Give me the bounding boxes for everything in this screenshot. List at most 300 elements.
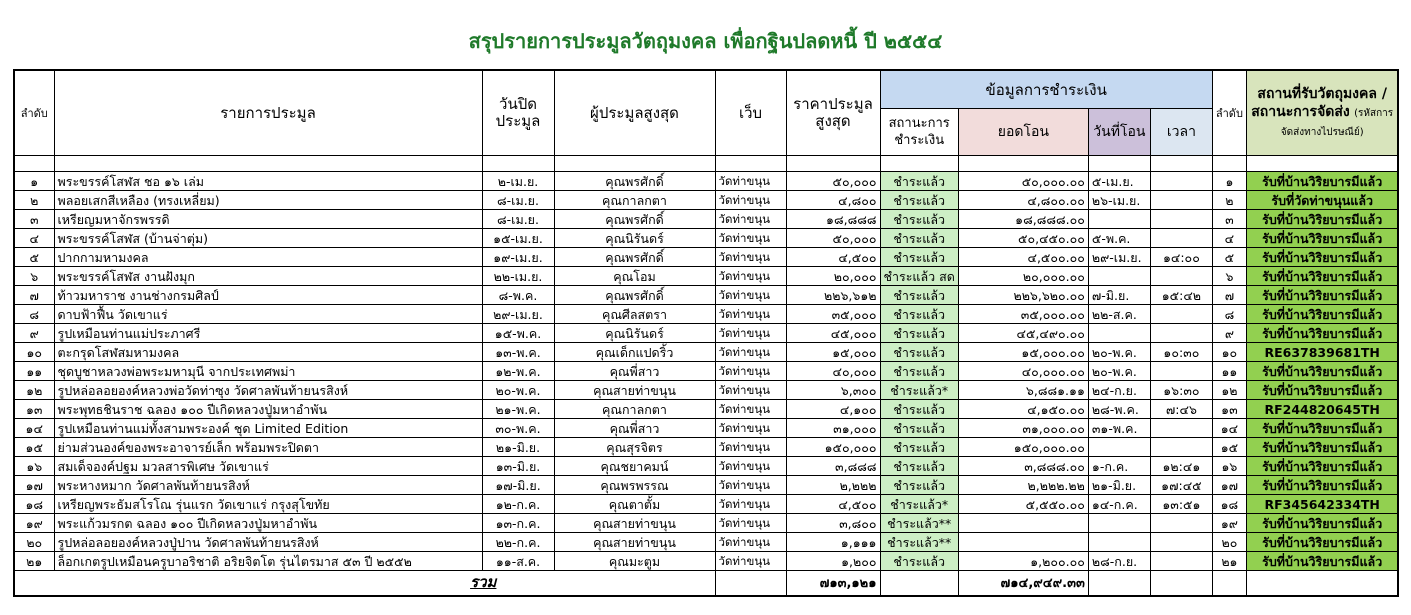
table-row	[14, 267, 1398, 286]
cell-web: วัดท่าขนุน	[715, 324, 786, 343]
cell-price: ๔,๘๐๐	[786, 191, 880, 210]
cell-price: ๕๐,๐๐๐	[786, 229, 880, 248]
header-index-2: ลำดับ	[1212, 70, 1246, 156]
cell-price: ๒๒๖,๖๑๒	[786, 286, 880, 305]
cell-index: ๑๘	[14, 495, 54, 514]
table-row	[14, 495, 1398, 514]
cell-close-date: ๑๕-เม.ย.	[482, 229, 554, 248]
cell-time	[1150, 267, 1212, 286]
cell-item: พระพุทธชินราช ฉลอง ๑๐๐ ปีเกิดหลวงปู่มหาอำพัน	[54, 400, 482, 419]
page-title: สรุปรายการประมูลวัตถุมงคล เพื่อกฐินปลดหนี้ ปี ๒๕๕๔	[468, 29, 943, 53]
cell-index: ๑๖	[14, 457, 54, 476]
header-place	[1246, 70, 1398, 156]
total-empty-6	[1246, 571, 1398, 597]
header-price: ราคาประมูลสูงสุด	[786, 70, 880, 156]
cell-index-2: ๒	[1212, 191, 1246, 210]
cell-amount	[958, 514, 1088, 533]
cell-price: ๔,๑๐๐	[786, 400, 880, 419]
header-place-label: สถานที่รับวัตถุมงคล / สถานะการจัดส่ง	[1251, 86, 1387, 120]
cell-transfer-date: ๒๒-ส.ค.	[1088, 305, 1150, 324]
cell-transfer-date: ๗-มิ.ย.	[1088, 286, 1150, 305]
cell-payment-status: ชำระแล้ว	[880, 324, 958, 343]
cell-amount: ๓๕,๐๐๐.๐๐	[958, 305, 1088, 324]
cell-transfer-date: ๑-ก.ค.	[1088, 457, 1150, 476]
cell-price: ๖,๓๐๐	[786, 381, 880, 400]
cell-place: รับที่บ้านวิริยบารมีแล้ว	[1246, 324, 1398, 343]
cell-place: RF345642334TH	[1246, 495, 1398, 514]
header-payment-status: สถานะการชำระเงิน	[880, 109, 958, 156]
cell-index-2: ๑๔	[1212, 419, 1246, 438]
cell-payment-status: ชำระแล้ว	[880, 552, 958, 571]
cell-transfer-date: ๒๙-เม.ย.	[1088, 248, 1150, 267]
cell-amount: ๔,๑๕๐.๐๐	[958, 400, 1088, 419]
cell-item: พระขรรค์โสฬส ชอ ๑๖ เล่ม	[54, 172, 482, 191]
cell-transfer-date	[1088, 438, 1150, 457]
cell-time	[1150, 324, 1212, 343]
cell-price: ๔,๕๐๐	[786, 248, 880, 267]
cell-price: ๑,๒๐๐	[786, 552, 880, 571]
cell-payment-status: ชำระแล้ว	[880, 362, 958, 381]
cell-transfer-date: ๕-พ.ค.	[1088, 229, 1150, 248]
cell-index: ๑๙	[14, 514, 54, 533]
cell-price: ๑,๑๑๑	[786, 533, 880, 552]
cell-winner: คุณเด็กแปดริ้ว	[554, 343, 715, 362]
cell-close-date: ๒๙-เม.ย.	[482, 305, 554, 324]
cell-index: ๘	[14, 305, 54, 324]
cell-winner: คุณพรศักดิ์	[554, 210, 715, 229]
header-item: รายการประมูล	[54, 70, 482, 156]
header-transfer-date: วันที่โอน	[1088, 109, 1150, 156]
cell-web: วัดท่าขนุน	[715, 229, 786, 248]
cell-amount: ๒๐,๐๐๐.๐๐	[958, 267, 1088, 286]
cell-index-2: ๑๘	[1212, 495, 1246, 514]
cell-place: รับที่บ้านวิริยบารมีแล้ว	[1246, 419, 1398, 438]
cell-payment-status: ชำระแล้ว	[880, 400, 958, 419]
table-row	[14, 438, 1398, 457]
auction-rows	[14, 156, 1398, 571]
cell-item: ปากกามหามงคล	[54, 248, 482, 267]
cell-index: ๔	[14, 229, 54, 248]
cell-winner: คุณพรศักดิ์	[554, 248, 715, 267]
spacer-row	[14, 156, 1398, 172]
cell-amount: ๕,๕๕๐.๐๐	[958, 495, 1088, 514]
table-row	[14, 533, 1398, 552]
cell-amount: ๑๕,๐๐๐.๐๐	[958, 343, 1088, 362]
cell-payment-status: ชำระแล้ว	[880, 229, 958, 248]
cell-payment-status: ชำระแล้ว*	[880, 381, 958, 400]
cell-web: วัดท่าขนุน	[715, 495, 786, 514]
cell-index: ๑๕	[14, 438, 54, 457]
cell-winner: คุณมะตูม	[554, 552, 715, 571]
cell-close-date: ๑๙-เม.ย.	[482, 248, 554, 267]
cell-index-2: ๑	[1212, 172, 1246, 191]
cell-winner: คุณสายท่าขนุน	[554, 514, 715, 533]
cell-index-2: ๖	[1212, 267, 1246, 286]
table-row	[14, 400, 1398, 419]
cell-web: วัดท่าขนุน	[715, 476, 786, 495]
cell-web: วัดท่าขนุน	[715, 400, 786, 419]
table-row	[14, 362, 1398, 381]
cell-place: รับที่วัดท่าขนุนแล้ว	[1246, 191, 1398, 210]
cell-item: ล็อกเกตรูปเหมือนครูบาอริชาติ อริยจิตโต รุ่นไตรมาส ๕๓ ปี ๒๕๕๒	[54, 552, 482, 571]
cell-web: วัดท่าขนุน	[715, 514, 786, 533]
cell-payment-status: ชำระแล้ว**	[880, 533, 958, 552]
cell-winner: คุณชยาคมน์	[554, 457, 715, 476]
cell-close-date: ๒๑-พ.ค.	[482, 400, 554, 419]
cell-web: วัดท่าขนุน	[715, 210, 786, 229]
cell-time	[1150, 438, 1212, 457]
cell-amount: ๔๐,๐๐๐.๐๐	[958, 362, 1088, 381]
cell-close-date: ๘-เม.ย.	[482, 210, 554, 229]
cell-index-2: ๑๖	[1212, 457, 1246, 476]
cell-place: รับที่บ้านวิริยบารมีแล้ว	[1246, 229, 1398, 248]
cell-index-2: ๙	[1212, 324, 1246, 343]
cell-time	[1150, 210, 1212, 229]
cell-index: ๗	[14, 286, 54, 305]
cell-transfer-date: ๒๐-พ.ค.	[1088, 343, 1150, 362]
cell-web: วัดท่าขนุน	[715, 457, 786, 476]
cell-time	[1150, 362, 1212, 381]
cell-amount: ๒,๒๒๒.๒๒	[958, 476, 1088, 495]
cell-item: เหรียญพระธัมสโรโณ รุ่นแรก วัดเขาแร่ กรุงสุโขทัย	[54, 495, 482, 514]
cell-payment-status: ชำระแล้ว*	[880, 495, 958, 514]
cell-time: ๑๖:๓๐	[1150, 381, 1212, 400]
cell-index-2: ๑๗	[1212, 476, 1246, 495]
cell-item: รูปหล่อลอยองค์หลวงพ่อวัดท่าซุง วัดศาลพันท้ายนรสิงห์	[54, 381, 482, 400]
total-empty	[715, 571, 786, 597]
cell-index-2: ๑๕	[1212, 438, 1246, 457]
cell-winner: คุณสายท่าขนุน	[554, 533, 715, 552]
cell-time: ๑๐:๓๐	[1150, 343, 1212, 362]
cell-transfer-date: ๒๘-พ.ค.	[1088, 400, 1150, 419]
cell-transfer-date: ๑๔-ก.ค.	[1088, 495, 1150, 514]
table-row	[14, 324, 1398, 343]
cell-amount: ๑๕๐,๐๐๐.๐๐	[958, 438, 1088, 457]
cell-web: วัดท่าขนุน	[715, 438, 786, 457]
cell-close-date: ๒๒-ก.ค.	[482, 533, 554, 552]
cell-price: ๑๘,๘๘๘	[786, 210, 880, 229]
cell-time	[1150, 172, 1212, 191]
cell-transfer-date: ๒๐-พ.ค.	[1088, 362, 1150, 381]
cell-place: รับที่บ้านวิริยบารมีแล้ว	[1246, 533, 1398, 552]
cell-web: วัดท่าขนุน	[715, 248, 786, 267]
cell-place: รับที่บ้านวิริยบารมีแล้ว	[1246, 457, 1398, 476]
cell-close-date: ๑๒-ก.ค.	[482, 495, 554, 514]
total-empty-4	[1150, 571, 1212, 597]
cell-index: ๑๑	[14, 362, 54, 381]
cell-index-2: ๓	[1212, 210, 1246, 229]
cell-web: วัดท่าขนุน	[715, 419, 786, 438]
cell-winner: คุณสายท่าขนุน	[554, 381, 715, 400]
cell-price: ๑๕๐,๐๐๐	[786, 438, 880, 457]
cell-payment-status: ชำระแล้ว	[880, 172, 958, 191]
cell-winner: คุณตาตั้ม	[554, 495, 715, 514]
cell-winner: คุณสุรจิตร	[554, 438, 715, 457]
header-winner: ผู้ประมูลสูงสุด	[554, 70, 715, 156]
cell-index: ๙	[14, 324, 54, 343]
cell-time	[1150, 514, 1212, 533]
cell-web: วัดท่าขนุน	[715, 381, 786, 400]
cell-item: พลอยเสกสีเหลือง (ทรงเหลี่ยม)	[54, 191, 482, 210]
cell-amount: ๕๐,๔๕๐.๐๐	[958, 229, 1088, 248]
cell-transfer-date: ๒๔-ก.ย.	[1088, 381, 1150, 400]
cell-close-date: ๒-เม.ย.	[482, 172, 554, 191]
cell-amount: ๖,๘๘๑.๑๑	[958, 381, 1088, 400]
cell-payment-status: ชำระแล้ว	[880, 438, 958, 457]
cell-time: ๑๔:๐๐	[1150, 248, 1212, 267]
cell-payment-status: ชำระแล้ว**	[880, 514, 958, 533]
cell-web: วัดท่าขนุน	[715, 362, 786, 381]
cell-transfer-date: ๒๑-มิ.ย.	[1088, 476, 1150, 495]
cell-price: ๔,๕๐๐	[786, 495, 880, 514]
cell-time	[1150, 552, 1212, 571]
cell-place: รับที่บ้านวิริยบารมีแล้ว	[1246, 305, 1398, 324]
cell-price: ๒๐,๐๐๐	[786, 267, 880, 286]
cell-web: วัดท่าขนุน	[715, 267, 786, 286]
cell-item: ชุดบูชาหลวงพ่อพระมหามุนี จากประเทศพม่า	[54, 362, 482, 381]
cell-amount	[958, 533, 1088, 552]
cell-place: RE637839681TH	[1246, 343, 1398, 362]
cell-winner: คุณโอม	[554, 267, 715, 286]
cell-winner: คุณพรศักดิ์	[554, 172, 715, 191]
cell-payment-status: ชำระแล้ว	[880, 191, 958, 210]
cell-amount: ๓,๘๘๘.๐๐	[958, 457, 1088, 476]
cell-close-date: ๒๒-เม.ย.	[482, 267, 554, 286]
cell-close-date: ๑๗-มิ.ย.	[482, 476, 554, 495]
cell-price: ๓,๘๘๘	[786, 457, 880, 476]
cell-time: ๑๒:๔๑	[1150, 457, 1212, 476]
cell-amount: ๑๘,๘๘๘.๐๐	[958, 210, 1088, 229]
header-amount: ยอดโอน	[958, 109, 1088, 156]
cell-time	[1150, 533, 1212, 552]
table-row	[14, 248, 1398, 267]
cell-place: รับที่บ้านวิริยบารมีแล้ว	[1246, 286, 1398, 305]
cell-item: พระขรรค์โสฬส (บ้านจ่าตุ่ม)	[54, 229, 482, 248]
cell-winner: คุณนิรันดร์	[554, 324, 715, 343]
cell-time	[1150, 191, 1212, 210]
header-payment-group: ข้อมูลการชำระเงิน	[880, 70, 1212, 109]
cell-close-date: ๑๓-มิ.ย.	[482, 457, 554, 476]
cell-item: พระขรรค์โสฬส งานฝังมุก	[54, 267, 482, 286]
auction-table	[13, 69, 1399, 597]
cell-index-2: ๒๑	[1212, 552, 1246, 571]
cell-time: ๗:๔๖	[1150, 400, 1212, 419]
cell-place: รับที่บ้านวิริยบารมีแล้ว	[1246, 267, 1398, 286]
header-web: เว็บ	[715, 70, 786, 156]
cell-payment-status: ชำระแล้ว	[880, 305, 958, 324]
cell-amount: ๒๒๖,๖๒๐.๐๐	[958, 286, 1088, 305]
total-amount: ๗๑๔,๙๔๙.๓๓	[958, 571, 1088, 597]
cell-index: ๕	[14, 248, 54, 267]
cell-payment-status: ชำระแล้ว	[880, 476, 958, 495]
table-row	[14, 457, 1398, 476]
cell-payment-status: ชำระแล้ว	[880, 248, 958, 267]
cell-time	[1150, 305, 1212, 324]
cell-price: ๒,๒๒๒	[786, 476, 880, 495]
table-row	[14, 514, 1398, 533]
cell-index-2: ๑๑	[1212, 362, 1246, 381]
cell-price: ๓,๘๐๐	[786, 514, 880, 533]
cell-price: ๑๕,๐๐๐	[786, 343, 880, 362]
cell-index: ๑๗	[14, 476, 54, 495]
cell-price: ๕๐,๐๐๐	[786, 172, 880, 191]
cell-price: ๔๐,๐๐๐	[786, 362, 880, 381]
cell-winner: คุณพรพรรณ	[554, 476, 715, 495]
cell-payment-status: ชำระแล้ว	[880, 286, 958, 305]
cell-winner: คุณพี่สาว	[554, 419, 715, 438]
cell-web: วัดท่าขนุน	[715, 172, 786, 191]
cell-item: ย่ามส่วนองค์ของพระอาจารย์เล็ก พร้อมพระปิดตา	[54, 438, 482, 457]
cell-index-2: ๘	[1212, 305, 1246, 324]
header-place-note: (รหัสการจัดส่งทางไปรษณีย์)	[1280, 108, 1394, 138]
cell-index-2: ๒๐	[1212, 533, 1246, 552]
cell-transfer-date	[1088, 210, 1150, 229]
cell-index-2: ๔	[1212, 229, 1246, 248]
total-empty-5	[1212, 571, 1246, 597]
cell-item: รูปหล่อลอยองค์หลวงปู่ปาน วัดศาลพันท้ายนรสิงห์	[54, 533, 482, 552]
header-close-date: วันปิดประมูล	[482, 70, 554, 156]
cell-close-date: ๑๑-ส.ค.	[482, 552, 554, 571]
cell-place: รับที่บ้านวิริยบารมีแล้ว	[1246, 438, 1398, 457]
cell-index: ๖	[14, 267, 54, 286]
cell-index-2: ๕	[1212, 248, 1246, 267]
cell-index: ๑๒	[14, 381, 54, 400]
cell-place: RF244820645TH	[1246, 400, 1398, 419]
cell-index-2: ๗	[1212, 286, 1246, 305]
cell-price: ๓๕,๐๐๐	[786, 305, 880, 324]
cell-payment-status: ชำระแล้ว	[880, 343, 958, 362]
cell-transfer-date: ๓๑-พ.ค.	[1088, 419, 1150, 438]
cell-close-date: ๑๓-พ.ค.	[482, 343, 554, 362]
cell-transfer-date: ๒๘-ก.ย.	[1088, 552, 1150, 571]
cell-place: รับที่บ้านวิริยบารมีแล้ว	[1246, 552, 1398, 571]
cell-place: รับที่บ้านวิริยบารมีแล้ว	[1246, 210, 1398, 229]
cell-amount: ๔๕,๔๙๐.๐๐	[958, 324, 1088, 343]
cell-index-2: ๑๓	[1212, 400, 1246, 419]
cell-time: ๑๓:๕๑	[1150, 495, 1212, 514]
cell-winner: คุณกาลกตา	[554, 400, 715, 419]
cell-payment-status: ชำระแล้ว	[880, 419, 958, 438]
cell-winner: คุณพรศักดิ์	[554, 286, 715, 305]
cell-close-date: ๘-พ.ค.	[482, 286, 554, 305]
cell-close-date: ๑๓-ก.ค.	[482, 514, 554, 533]
cell-item: พระแก้วมรกต ฉลอง ๑๐๐ ปีเกิดหลวงปู่มหาอำพัน	[54, 514, 482, 533]
cell-winner: คุณพี่สาว	[554, 362, 715, 381]
cell-index: ๒๐	[14, 533, 54, 552]
cell-web: วัดท่าขนุน	[715, 552, 786, 571]
table-row	[14, 552, 1398, 571]
cell-time: ๑๗:๔๕	[1150, 476, 1212, 495]
total-empty-3	[1088, 571, 1150, 597]
cell-winner: คุณศีลสตรา	[554, 305, 715, 324]
cell-time	[1150, 419, 1212, 438]
cell-item: รูปเหมือนท่านแม่ทั้งสามพระองค์ ชุด Limited Edition	[54, 419, 482, 438]
cell-place: รับที่บ้านวิริยบารมีแล้ว	[1246, 248, 1398, 267]
cell-payment-status: ชำระแล้ว	[880, 210, 958, 229]
cell-winner: คุณนิรันดร์	[554, 229, 715, 248]
cell-transfer-date: ๒๖-เม.ย.	[1088, 191, 1150, 210]
cell-time	[1150, 229, 1212, 248]
cell-item: ตะกรุดโสฬสมหามงคล	[54, 343, 482, 362]
cell-web: วัดท่าขนุน	[715, 286, 786, 305]
auction-summary-sheet	[13, 69, 1399, 597]
cell-index-2: ๑๙	[1212, 514, 1246, 533]
cell-web: วัดท่าขนุน	[715, 343, 786, 362]
cell-close-date: ๓๐-พ.ค.	[482, 419, 554, 438]
cell-index-2: ๑๒	[1212, 381, 1246, 400]
cell-place: รับที่บ้านวิริยบารมีแล้ว	[1246, 172, 1398, 191]
cell-payment-status: ชำระแล้ว	[880, 457, 958, 476]
cell-web: วัดท่าขนุน	[715, 533, 786, 552]
total-price: ๗๑๓,๑๒๑	[786, 571, 880, 597]
cell-winner: คุณกาลกตา	[554, 191, 715, 210]
table-row	[14, 476, 1398, 495]
cell-close-date: ๑๕-พ.ค.	[482, 324, 554, 343]
cell-price: ๓๑,๐๐๐	[786, 419, 880, 438]
table-row	[14, 191, 1398, 210]
cell-place: รับที่บ้านวิริยบารมีแล้ว	[1246, 476, 1398, 495]
table-row	[14, 381, 1398, 400]
cell-web: วัดท่าขนุน	[715, 191, 786, 210]
cell-web: วัดท่าขนุน	[715, 305, 786, 324]
cell-payment-status: ชำระแล้ว สด	[880, 267, 958, 286]
cell-transfer-date: ๕-เม.ย.	[1088, 172, 1150, 191]
total-row	[14, 571, 1398, 597]
cell-index: ๒๑	[14, 552, 54, 571]
header-index: ลำดับ	[14, 70, 54, 156]
cell-price: ๔๕,๐๐๐	[786, 324, 880, 343]
table-row	[14, 343, 1398, 362]
cell-place: รับที่บ้านวิริยบารมีแล้ว	[1246, 362, 1398, 381]
cell-index: ๑๐	[14, 343, 54, 362]
table-row	[14, 172, 1398, 191]
cell-item: ดาบฟ้าฟื้น วัดเขาแร่	[54, 305, 482, 324]
cell-amount: ๓๑,๐๐๐.๐๐	[958, 419, 1088, 438]
total-empty-2	[880, 571, 958, 597]
cell-amount: ๑,๒๐๐.๐๐	[958, 552, 1088, 571]
cell-item: พระหางหมาก วัดศาลพันท้ายนรสิงห์	[54, 476, 482, 495]
cell-transfer-date	[1088, 267, 1150, 286]
cell-place: รับที่บ้านวิริยบารมีแล้ว	[1246, 514, 1398, 533]
cell-item: สมเด็จองค์ปฐม มวลสารพิเศษ วัดเขาแร่	[54, 457, 482, 476]
cell-place: รับที่บ้านวิริยบารมีแล้ว	[1246, 381, 1398, 400]
cell-transfer-date	[1088, 533, 1150, 552]
cell-transfer-date	[1088, 324, 1150, 343]
cell-index: ๒	[14, 191, 54, 210]
cell-amount: ๔,๘๐๐.๐๐	[958, 191, 1088, 210]
table-row	[14, 286, 1398, 305]
cell-item: เหรียญมหาจักรพรรดิ	[54, 210, 482, 229]
cell-time: ๑๕:๔๒	[1150, 286, 1212, 305]
cell-close-date: ๒๐-พ.ค.	[482, 381, 554, 400]
cell-close-date: ๑๒-พ.ค.	[482, 362, 554, 381]
cell-amount: ๕๐,๐๐๐.๐๐	[958, 172, 1088, 191]
total-label: รวม	[470, 573, 497, 591]
table-row	[14, 305, 1398, 324]
cell-index: ๑๓	[14, 400, 54, 419]
cell-close-date: ๒๑-มิ.ย.	[482, 438, 554, 457]
cell-close-date: ๘-เม.ย.	[482, 191, 554, 210]
cell-index: ๑	[14, 172, 54, 191]
cell-index: ๑๔	[14, 419, 54, 438]
table-row	[14, 419, 1398, 438]
table-row	[14, 229, 1398, 248]
cell-amount: ๔,๕๐๐.๐๐	[958, 248, 1088, 267]
cell-item: ท้าวมหาราช งานช่างกรมศิลป์	[54, 286, 482, 305]
total-label-cell	[14, 571, 715, 597]
cell-index-2: ๑๐	[1212, 343, 1246, 362]
cell-transfer-date	[1088, 514, 1150, 533]
